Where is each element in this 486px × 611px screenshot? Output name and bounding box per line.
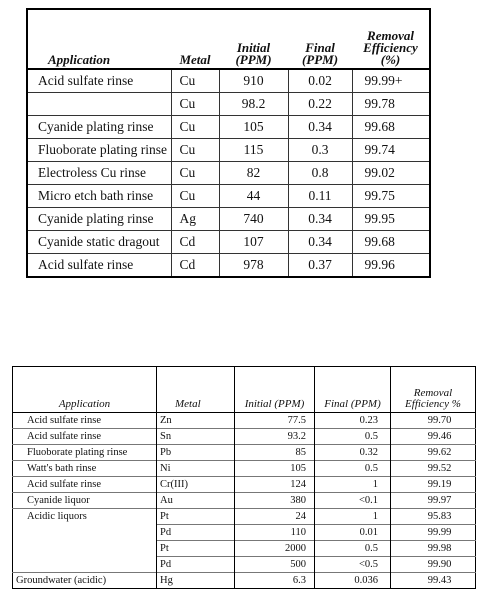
cell-initial: 2000 <box>235 541 315 557</box>
cell-final: 0.036 <box>315 573 391 589</box>
cell-initial: 124 <box>235 477 315 493</box>
table-row <box>27 116 430 139</box>
cell-removal-efficiency: 99.99 <box>391 525 476 541</box>
cell-final: 0.5 <box>315 541 391 557</box>
cell-final: 0.32 <box>315 445 391 461</box>
cell-metal: Pt <box>157 541 235 557</box>
table-row <box>27 231 430 254</box>
cell-application: Acid sulfate rinse <box>27 69 171 93</box>
cell-initial: 115 <box>219 139 288 162</box>
table-row <box>13 573 476 589</box>
table-row <box>13 429 476 445</box>
cell-metal: Hg <box>157 573 235 589</box>
table-header-row <box>27 9 430 69</box>
cell-initial: 110 <box>235 525 315 541</box>
cell-metal: Zn <box>157 413 235 429</box>
header-removal-efficiency: Removal Efficiency (%) <box>352 9 430 69</box>
cell-application: Acid sulfate rinse <box>27 254 171 278</box>
table-row <box>27 162 430 185</box>
table-row <box>27 185 430 208</box>
cell-application <box>27 93 171 116</box>
cell-initial: 77.5 <box>235 413 315 429</box>
table-header-row <box>13 367 476 413</box>
cell-initial: 105 <box>235 461 315 477</box>
cell-initial: 85 <box>235 445 315 461</box>
cell-metal: Pd <box>157 557 235 573</box>
cell-application: Cyanide plating rinse <box>27 208 171 231</box>
cell-initial: 978 <box>219 254 288 278</box>
cell-final: 0.5 <box>315 429 391 445</box>
cell-initial: 44 <box>219 185 288 208</box>
cell-application: Cyanide liquor <box>13 493 157 509</box>
cell-final: 0.22 <box>288 93 352 116</box>
cell-removal-efficiency: 99.68 <box>352 116 430 139</box>
table-row <box>13 557 476 573</box>
cell-removal-efficiency: 99.75 <box>352 185 430 208</box>
cell-application: Fluoborate plating rinse <box>27 139 171 162</box>
cell-initial: 107 <box>219 231 288 254</box>
cell-initial: 82 <box>219 162 288 185</box>
cell-metal: Au <box>157 493 235 509</box>
cell-final: 0.34 <box>288 208 352 231</box>
cell-removal-efficiency: 99.70 <box>391 413 476 429</box>
cell-initial: 500 <box>235 557 315 573</box>
cell-initial: 98.2 <box>219 93 288 116</box>
removal-table-1 <box>26 8 431 278</box>
table-row <box>13 445 476 461</box>
cell-application: Micro etch bath rinse <box>27 185 171 208</box>
cell-metal: Ni <box>157 461 235 477</box>
cell-metal: Cd <box>171 254 219 278</box>
table-row <box>27 208 430 231</box>
cell-removal-efficiency: 99.19 <box>391 477 476 493</box>
header-metal: Metal <box>157 367 235 413</box>
cell-final: 1 <box>315 477 391 493</box>
cell-application <box>13 525 157 541</box>
cell-final: 0.5 <box>315 461 391 477</box>
cell-metal: Cu <box>171 185 219 208</box>
cell-metal: Cu <box>171 116 219 139</box>
cell-final: 0.8 <box>288 162 352 185</box>
cell-removal-efficiency: 99.95 <box>352 208 430 231</box>
cell-final: <0.5 <box>315 557 391 573</box>
cell-final: <0.1 <box>315 493 391 509</box>
table-row <box>27 254 430 278</box>
table-row <box>13 477 476 493</box>
header-final: Final (PPM) <box>288 9 352 69</box>
cell-metal: Cu <box>171 93 219 116</box>
header-removal-efficiency: Removal Efficiency % <box>391 367 476 413</box>
cell-initial: 910 <box>219 69 288 93</box>
header-metal: Metal <box>171 9 219 69</box>
cell-metal: Cr(III) <box>157 477 235 493</box>
cell-final: 0.02 <box>288 69 352 93</box>
cell-metal: Cd <box>171 231 219 254</box>
cell-metal: Pt <box>157 509 235 525</box>
cell-removal-efficiency: 99.90 <box>391 557 476 573</box>
cell-removal-efficiency: 99.97 <box>391 493 476 509</box>
table-row <box>13 525 476 541</box>
cell-initial: 105 <box>219 116 288 139</box>
cell-final: 1 <box>315 509 391 525</box>
cell-final: 0.01 <box>315 525 391 541</box>
cell-application: Electroless Cu rinse <box>27 162 171 185</box>
cell-final: 0.3 <box>288 139 352 162</box>
cell-final: 0.23 <box>315 413 391 429</box>
cell-initial: 24 <box>235 509 315 525</box>
cell-application: Fluoborate plating rinse <box>13 445 157 461</box>
table-row <box>13 541 476 557</box>
cell-removal-efficiency: 95.83 <box>391 509 476 525</box>
cell-application: Cyanide static dragout <box>27 231 171 254</box>
header-initial: Initial (PPM) <box>235 367 315 413</box>
cell-application <box>13 541 157 557</box>
cell-application: Groundwater (acidic) <box>13 573 157 589</box>
cell-metal: Pd <box>157 525 235 541</box>
cell-final: 0.11 <box>288 185 352 208</box>
cell-initial: 380 <box>235 493 315 509</box>
cell-removal-efficiency: 99.62 <box>391 445 476 461</box>
table-row <box>27 93 430 116</box>
cell-application: Acid sulfate rinse <box>13 429 157 445</box>
cell-initial: 6.3 <box>235 573 315 589</box>
cell-application: Watt's bath rinse <box>13 461 157 477</box>
cell-final: 0.34 <box>288 231 352 254</box>
cell-metal: Cu <box>171 162 219 185</box>
cell-metal: Cu <box>171 139 219 162</box>
cell-removal-efficiency: 99.68 <box>352 231 430 254</box>
cell-removal-efficiency: 99.99+ <box>352 69 430 93</box>
cell-application: Acidic liquors <box>13 509 157 525</box>
cell-metal: Ag <box>171 208 219 231</box>
cell-removal-efficiency: 99.52 <box>391 461 476 477</box>
cell-metal: Sn <box>157 429 235 445</box>
cell-initial: 740 <box>219 208 288 231</box>
header-application: Application <box>27 9 171 69</box>
cell-removal-efficiency: 99.74 <box>352 139 430 162</box>
cell-final: 0.34 <box>288 116 352 139</box>
table-row <box>13 413 476 429</box>
cell-removal-efficiency: 99.78 <box>352 93 430 116</box>
cell-application <box>13 557 157 573</box>
cell-removal-efficiency: 99.02 <box>352 162 430 185</box>
table-row <box>27 139 430 162</box>
cell-metal: Pb <box>157 445 235 461</box>
table-row <box>27 69 430 93</box>
header-final: Final (PPM) <box>315 367 391 413</box>
cell-metal: Cu <box>171 69 219 93</box>
cell-removal-efficiency: 99.43 <box>391 573 476 589</box>
cell-removal-efficiency: 99.96 <box>352 254 430 278</box>
cell-application: Cyanide plating rinse <box>27 116 171 139</box>
cell-application: Acid sulfate rinse <box>13 413 157 429</box>
cell-removal-efficiency: 99.46 <box>391 429 476 445</box>
cell-initial: 93.2 <box>235 429 315 445</box>
header-application: Application <box>13 367 157 413</box>
removal-table-2 <box>12 366 476 589</box>
cell-application: Acid sulfate rinse <box>13 477 157 493</box>
cell-removal-efficiency: 99.98 <box>391 541 476 557</box>
table-row <box>13 493 476 509</box>
header-initial: Initial (PPM) <box>219 9 288 69</box>
cell-final: 0.37 <box>288 254 352 278</box>
table-row <box>13 509 476 525</box>
table-row <box>13 461 476 477</box>
